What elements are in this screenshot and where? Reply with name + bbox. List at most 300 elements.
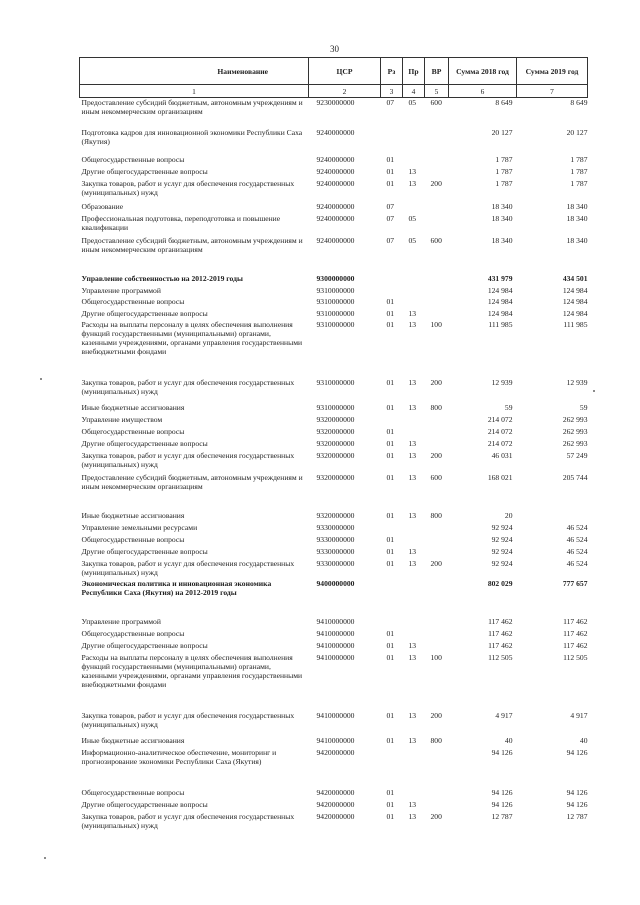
row-csr: 9320000000 bbox=[316, 450, 355, 460]
row-sum-2018: 117 462 bbox=[488, 616, 513, 626]
row-sum-2019: 18 340 bbox=[566, 201, 588, 211]
row-sum-2018: 20 127 bbox=[491, 127, 513, 137]
row-vr bbox=[425, 167, 449, 179]
row-rz: 01 bbox=[386, 534, 395, 544]
row-pr: 13 bbox=[408, 402, 417, 412]
row-name: Другие общегосударственные вопросы bbox=[81, 640, 208, 650]
row-name: Иные бюджетные ассигнования bbox=[81, 510, 185, 520]
row-vr bbox=[425, 748, 449, 788]
row-vr: 200 bbox=[430, 558, 442, 568]
row-csr: 9330000000 bbox=[316, 522, 355, 532]
row-csr: 9420000000 bbox=[316, 799, 355, 809]
row-csr: 9330000000 bbox=[316, 558, 355, 568]
row-sum-2019: 46 524 bbox=[566, 534, 588, 544]
row-name: Закупка товаров, работ и услуг для обеспечения государственных (муниципальных) нужд bbox=[81, 558, 295, 577]
row-vr: 200 bbox=[430, 811, 442, 821]
row-sum-2018: 40 bbox=[504, 735, 513, 745]
row-sum-2018: 18 340 bbox=[491, 213, 513, 223]
row-rz: 01 bbox=[386, 558, 395, 568]
row-name: Управление земельными ресурсами bbox=[81, 522, 198, 532]
row-sum-2019: 124 984 bbox=[562, 285, 588, 295]
row-sum-2018: 18 340 bbox=[491, 235, 513, 245]
row-vr bbox=[425, 155, 449, 167]
row-vr: 100 bbox=[430, 319, 442, 329]
row-pr bbox=[403, 128, 425, 155]
row-sum-2018: 112 505 bbox=[488, 652, 513, 662]
table-row bbox=[80, 236, 588, 274]
row-rz: 07 bbox=[386, 98, 395, 107]
header-name: Наименование bbox=[80, 58, 309, 85]
row-name: Предоставление субсидий бюджетным, автономным учреждениям и иным некоммерческим организациям bbox=[81, 98, 303, 116]
row-rz: 01 bbox=[386, 402, 395, 412]
row-name: Закупка товаров, работ и услуг для обеспечения государственных (муниципальных) нужд bbox=[81, 710, 295, 729]
row-pr: 13 bbox=[408, 450, 417, 460]
row-csr: 9410000000 bbox=[316, 616, 355, 626]
row-rz bbox=[381, 617, 403, 629]
row-vr bbox=[425, 579, 449, 617]
row-csr: 9330000000 bbox=[316, 546, 355, 556]
table-row bbox=[80, 427, 588, 439]
row-rz: 01 bbox=[386, 811, 395, 821]
row-rz bbox=[381, 128, 403, 155]
row-rz: 07 bbox=[386, 213, 395, 223]
row-sum-2019 bbox=[517, 511, 588, 523]
row-rz: 01 bbox=[386, 735, 395, 745]
row-pr bbox=[403, 617, 425, 629]
row-rz bbox=[381, 286, 403, 297]
header-sum-2018: Сумма 2018 год bbox=[449, 58, 517, 85]
row-csr: 9230000000 bbox=[316, 98, 355, 107]
row-sum-2018: 92 924 bbox=[491, 558, 513, 568]
table-row bbox=[80, 286, 588, 297]
row-rz: 01 bbox=[386, 628, 395, 638]
row-sum-2019: 117 462 bbox=[563, 640, 588, 650]
row-sum-2018: 214 072 bbox=[487, 426, 513, 436]
row-sum-2018: 12 787 bbox=[491, 811, 513, 821]
row-csr: 9240000000 bbox=[316, 213, 355, 223]
row-name: Общегосударственные вопросы bbox=[81, 534, 185, 544]
row-sum-2019: 1 787 bbox=[570, 178, 588, 188]
row-pr: 13 bbox=[408, 811, 417, 821]
row-rz: 01 bbox=[386, 450, 395, 460]
row-sum-2018: 92 924 bbox=[491, 534, 513, 544]
row-vr: 200 bbox=[430, 178, 442, 188]
row-rz bbox=[381, 748, 403, 788]
table-row bbox=[80, 403, 588, 415]
row-pr: 05 bbox=[408, 235, 417, 245]
row-vr bbox=[425, 617, 449, 629]
row-rz: 01 bbox=[386, 377, 395, 387]
row-name: Другие общегосударственные вопросы bbox=[81, 166, 208, 176]
row-pr bbox=[403, 286, 425, 297]
row-sum-2019: 46 524 bbox=[566, 522, 588, 532]
row-rz: 01 bbox=[386, 154, 395, 164]
table-row bbox=[80, 309, 588, 320]
row-name: Информационно-аналитическое обеспечение, мониторинг и прогнозирование экономики Республики Саха (Якутия) bbox=[81, 747, 277, 766]
header-vr: ВР bbox=[425, 58, 449, 85]
row-sum-2018: 168 021 bbox=[487, 472, 513, 482]
table-row bbox=[80, 451, 588, 473]
row-rz bbox=[381, 274, 403, 286]
row-csr: 9320000000 bbox=[316, 414, 355, 424]
row-vr bbox=[425, 788, 449, 800]
table-row bbox=[80, 579, 588, 617]
row-vr: 800 bbox=[430, 735, 442, 745]
row-csr: 9240000000 bbox=[316, 235, 355, 245]
row-pr bbox=[403, 155, 425, 167]
row-vr bbox=[425, 800, 449, 812]
row-name: Расходы на выплаты персоналу в целях обеспечения выполнения функций государственными (муниципальными) органами, казенными учреждениями, органами управления государственными внебюджетными фондами bbox=[81, 319, 303, 356]
table-row bbox=[80, 167, 588, 179]
row-sum-2018: 1 787 bbox=[495, 154, 513, 164]
row-sum-2019: 94 126 bbox=[566, 787, 588, 797]
column-number: 6 bbox=[449, 85, 517, 98]
row-pr bbox=[403, 523, 425, 535]
row-vr bbox=[425, 439, 449, 451]
row-sum-2018: 124 984 bbox=[487, 285, 513, 295]
row-sum-2019: 262 993 bbox=[562, 414, 588, 424]
row-vr: 200 bbox=[430, 450, 442, 460]
table-row bbox=[80, 179, 588, 202]
row-sum-2018: 46 031 bbox=[491, 450, 513, 460]
row-name: Общегосударственные вопросы bbox=[81, 154, 185, 164]
row-rz: 01 bbox=[386, 296, 395, 306]
row-sum-2019: 12 939 bbox=[566, 377, 588, 387]
table-row bbox=[80, 155, 588, 167]
row-pr bbox=[403, 629, 425, 641]
row-sum-2019: 124 984 bbox=[562, 296, 588, 306]
row-pr bbox=[403, 788, 425, 800]
row-sum-2019: 111 985 bbox=[563, 319, 588, 329]
row-csr: 9240000000 bbox=[316, 166, 355, 176]
table-row bbox=[80, 202, 588, 214]
row-rz: 01 bbox=[386, 510, 395, 520]
row-rz: 01 bbox=[386, 319, 395, 329]
row-pr: 13 bbox=[408, 710, 417, 720]
column-number: 5 bbox=[425, 85, 449, 98]
row-sum-2018: 214 072 bbox=[487, 414, 513, 424]
column-number: 2 bbox=[309, 85, 381, 98]
row-pr: 13 bbox=[408, 546, 417, 556]
table-row bbox=[80, 547, 588, 559]
row-rz: 01 bbox=[386, 799, 395, 809]
row-rz: 07 bbox=[386, 235, 395, 245]
row-pr: 13 bbox=[408, 166, 417, 176]
row-name: Другие общегосударственные вопросы bbox=[81, 799, 208, 809]
row-rz: 01 bbox=[386, 652, 395, 662]
row-pr: 13 bbox=[408, 799, 417, 809]
row-name: Другие общегосударственные вопросы bbox=[81, 308, 208, 318]
row-pr: 13 bbox=[408, 178, 417, 188]
table-row bbox=[80, 617, 588, 629]
row-sum-2019: 4 917 bbox=[570, 710, 588, 720]
row-vr bbox=[425, 214, 449, 236]
row-sum-2018: 1 787 bbox=[495, 178, 513, 188]
row-sum-2018: 431 979 bbox=[487, 273, 513, 283]
row-csr: 9320000000 bbox=[316, 472, 355, 482]
header-rz: Рз bbox=[381, 58, 403, 85]
row-pr: 13 bbox=[408, 558, 417, 568]
row-sum-2019: 112 505 bbox=[563, 652, 588, 662]
row-vr: 600 bbox=[430, 235, 442, 245]
row-name: Расходы на выплаты персоналу в целях обеспечения выполнения функций государственными (муниципальными) органами, казенными учреждениями, органами управления государственными внебюджетными фондами bbox=[81, 652, 303, 689]
row-pr: 05 bbox=[408, 98, 417, 107]
row-name: Управление собственностью на 2012-2019 годы bbox=[81, 273, 243, 283]
row-rz: 01 bbox=[386, 166, 395, 176]
row-rz bbox=[381, 579, 403, 617]
row-rz: 01 bbox=[386, 178, 395, 188]
table-row bbox=[80, 812, 588, 834]
row-sum-2019: 1 787 bbox=[570, 166, 588, 176]
table-row bbox=[80, 128, 588, 155]
row-csr: 9310000000 bbox=[316, 285, 355, 295]
row-name: Управление программой bbox=[81, 616, 161, 626]
row-rz bbox=[381, 523, 403, 535]
row-pr bbox=[403, 415, 425, 427]
row-pr: 13 bbox=[408, 510, 417, 520]
table-row bbox=[80, 788, 588, 800]
row-pr bbox=[403, 427, 425, 439]
row-sum-2018: 4 917 bbox=[495, 710, 513, 720]
row-csr: 9330000000 bbox=[316, 534, 355, 544]
row-name: Подготовка кадров для инновационной экономики Республики Саха (Якутия) bbox=[81, 127, 303, 146]
row-name: Профессиональная подготовка, переподготовка и повышение квалификации bbox=[81, 213, 281, 232]
row-rz: 01 bbox=[386, 426, 395, 436]
row-csr: 9420000000 bbox=[316, 787, 355, 797]
row-vr bbox=[425, 427, 449, 439]
row-csr: 9410000000 bbox=[316, 652, 355, 662]
row-pr: 13 bbox=[408, 377, 417, 387]
row-sum-2018: 124 984 bbox=[487, 308, 513, 318]
row-name: Общегосударственные вопросы bbox=[81, 296, 185, 306]
row-name: Закупка товаров, работ и услуг для обеспечения государственных (муниципальных) нужд bbox=[81, 377, 295, 396]
row-sum-2018: 94 126 bbox=[491, 747, 513, 757]
row-rz: 01 bbox=[386, 640, 395, 650]
row-vr: 800 bbox=[430, 510, 442, 520]
row-sum-2018: 111 985 bbox=[488, 319, 513, 329]
row-name: Иные бюджетные ассигнования bbox=[81, 735, 185, 745]
row-name: Другие общегосударственные вопросы bbox=[81, 546, 208, 556]
row-rz: 01 bbox=[386, 472, 395, 482]
row-sum-2018: 8 649 bbox=[495, 98, 513, 107]
row-name: Общегосударственные вопросы bbox=[81, 787, 185, 797]
row-sum-2018: 92 924 bbox=[491, 522, 513, 532]
scan-speck bbox=[40, 378, 42, 380]
row-pr bbox=[403, 274, 425, 286]
row-name: Другие общегосударственные вопросы bbox=[81, 438, 208, 448]
table-row bbox=[80, 653, 588, 711]
row-sum-2018: 802 029 bbox=[487, 578, 513, 588]
row-vr bbox=[425, 629, 449, 641]
row-csr: 9240000000 bbox=[316, 178, 355, 188]
row-sum-2018: 12 939 bbox=[491, 377, 513, 387]
table-row bbox=[80, 439, 588, 451]
row-pr: 13 bbox=[408, 308, 417, 318]
row-csr: 9300000000 bbox=[316, 273, 355, 283]
row-sum-2019: 117 462 bbox=[563, 628, 588, 638]
table-row bbox=[80, 415, 588, 427]
row-sum-2019: 46 524 bbox=[566, 558, 588, 568]
row-sum-2018: 117 462 bbox=[488, 640, 513, 650]
row-sum-2019: 262 993 bbox=[562, 438, 588, 448]
row-name: Иные бюджетные ассигнования bbox=[81, 402, 185, 412]
row-name: Образование bbox=[81, 201, 124, 211]
row-csr: 9410000000 bbox=[316, 735, 355, 745]
budget-table bbox=[79, 57, 588, 834]
row-sum-2019: 46 524 bbox=[566, 546, 588, 556]
table-row bbox=[80, 736, 588, 748]
row-name: Закупка товаров, работ и услуг для обеспечения государственных (муниципальных) нужд bbox=[81, 450, 295, 469]
row-sum-2019: 262 993 bbox=[562, 426, 588, 436]
table-row bbox=[80, 511, 588, 523]
row-sum-2019: 59 bbox=[579, 402, 588, 412]
row-csr: 9240000000 bbox=[316, 154, 355, 164]
row-sum-2019: 40 bbox=[579, 735, 588, 745]
row-name: Общегосударственные вопросы bbox=[81, 426, 185, 436]
row-vr: 100 bbox=[430, 652, 442, 662]
row-name: Управление имуществом bbox=[81, 414, 163, 424]
row-sum-2019: 94 126 bbox=[566, 799, 588, 809]
row-rz: 01 bbox=[386, 787, 395, 797]
row-csr: 9320000000 bbox=[316, 426, 355, 436]
header-csr: ЦСР bbox=[309, 58, 381, 85]
row-name: Экономическая политика и инновационная экономика Республики Саха (Якутия) на 2012-2019 годы bbox=[81, 578, 272, 597]
row-pr: 05 bbox=[408, 213, 417, 223]
row-sum-2018: 18 340 bbox=[491, 201, 513, 211]
column-number: 1 bbox=[80, 85, 309, 98]
row-sum-2019: 18 340 bbox=[566, 213, 588, 223]
row-sum-2019: 94 126 bbox=[566, 747, 588, 757]
column-number-row bbox=[80, 85, 588, 98]
row-sum-2019: 8 649 bbox=[570, 98, 588, 107]
table-row bbox=[80, 535, 588, 547]
header-pr: Пр bbox=[403, 58, 425, 85]
row-rz: 01 bbox=[386, 308, 395, 318]
row-sum-2019: 117 462 bbox=[563, 616, 588, 626]
row-sum-2018: 94 126 bbox=[491, 799, 513, 809]
scan-speck bbox=[593, 390, 595, 392]
row-csr: 9420000000 bbox=[316, 811, 355, 821]
row-csr: 9310000000 bbox=[316, 319, 355, 329]
row-name: Управление программой bbox=[81, 285, 161, 295]
row-csr: 9240000000 bbox=[316, 201, 355, 211]
row-vr bbox=[425, 415, 449, 427]
row-rz bbox=[381, 415, 403, 427]
row-vr bbox=[425, 274, 449, 286]
row-csr: 9400000000 bbox=[316, 578, 355, 588]
row-vr: 600 bbox=[430, 98, 442, 107]
row-name: Общегосударственные вопросы bbox=[81, 628, 185, 638]
row-pr: 13 bbox=[408, 319, 417, 329]
table-row bbox=[80, 641, 588, 653]
row-vr bbox=[425, 297, 449, 309]
row-vr: 600 bbox=[430, 472, 442, 482]
row-sum-2019: 12 787 bbox=[566, 811, 588, 821]
row-pr bbox=[403, 535, 425, 547]
row-pr: 13 bbox=[408, 472, 417, 482]
table-row bbox=[80, 559, 588, 579]
table-row bbox=[80, 378, 588, 403]
header-sum-2019: Сумма 2019 год bbox=[517, 58, 588, 85]
row-pr bbox=[403, 202, 425, 214]
row-pr: 13 bbox=[408, 735, 417, 745]
scan-speck bbox=[44, 857, 46, 859]
row-csr: 9320000000 bbox=[316, 438, 355, 448]
row-name: Предоставление субсидий бюджетным, автономным учреждениям и иным некоммерческим организациям bbox=[81, 472, 303, 491]
table-row bbox=[80, 274, 588, 286]
row-sum-2018: 214 072 bbox=[487, 438, 513, 448]
row-vr bbox=[425, 535, 449, 547]
table-row bbox=[80, 98, 588, 128]
row-csr: 9420000000 bbox=[316, 747, 355, 757]
column-number: 4 bbox=[403, 85, 425, 98]
row-sum-2018: 20 bbox=[504, 510, 513, 520]
row-sum-2018: 59 bbox=[504, 402, 513, 412]
row-name: Закупка товаров, работ и услуг для обеспечения государственных (муниципальных) нужд bbox=[81, 178, 295, 197]
row-vr: 800 bbox=[430, 402, 442, 412]
row-csr: 9410000000 bbox=[316, 640, 355, 650]
table-row bbox=[80, 214, 588, 236]
table-row bbox=[80, 748, 588, 788]
row-rz: 01 bbox=[386, 546, 395, 556]
row-sum-2019: 20 127 bbox=[566, 127, 588, 137]
table-body bbox=[80, 98, 588, 834]
table-row bbox=[80, 800, 588, 812]
row-sum-2019: 124 984 bbox=[562, 308, 588, 318]
page-number: 30 bbox=[330, 44, 339, 54]
row-vr bbox=[425, 547, 449, 559]
column-number: 7 bbox=[517, 85, 588, 98]
row-csr: 9310000000 bbox=[316, 296, 355, 306]
row-sum-2018: 92 924 bbox=[491, 546, 513, 556]
table-row bbox=[80, 473, 588, 511]
row-vr: 200 bbox=[430, 710, 442, 720]
row-vr bbox=[425, 309, 449, 320]
row-vr bbox=[425, 286, 449, 297]
row-sum-2019: 57 249 bbox=[566, 450, 588, 460]
table-row bbox=[80, 297, 588, 309]
table-header bbox=[80, 58, 588, 98]
table-row bbox=[80, 711, 588, 736]
row-rz: 01 bbox=[386, 438, 395, 448]
row-pr: 13 bbox=[408, 652, 417, 662]
row-pr: 13 bbox=[408, 438, 417, 448]
row-csr: 9310000000 bbox=[316, 377, 355, 387]
row-sum-2018: 117 462 bbox=[488, 628, 513, 638]
row-vr: 200 bbox=[430, 377, 442, 387]
row-csr: 9240000000 bbox=[316, 127, 355, 137]
row-csr: 9310000000 bbox=[316, 402, 355, 412]
row-vr bbox=[425, 641, 449, 653]
row-csr: 9410000000 bbox=[316, 710, 355, 720]
row-rz: 01 bbox=[386, 710, 395, 720]
row-vr bbox=[425, 128, 449, 155]
row-pr bbox=[403, 297, 425, 309]
table-row bbox=[80, 320, 588, 378]
row-sum-2018: 94 126 bbox=[491, 787, 513, 797]
row-csr: 9410000000 bbox=[316, 628, 355, 638]
row-sum-2019: 777 657 bbox=[562, 578, 588, 588]
table-row bbox=[80, 523, 588, 535]
row-sum-2019: 434 501 bbox=[562, 273, 588, 283]
row-sum-2019: 18 340 bbox=[566, 235, 588, 245]
row-sum-2019: 205 744 bbox=[562, 472, 588, 482]
row-sum-2019: 1 787 bbox=[570, 154, 588, 164]
row-csr: 9310000000 bbox=[316, 308, 355, 318]
row-name: Предоставление субсидий бюджетным, автономным учреждениям и иным некоммерческим организациям bbox=[81, 235, 303, 254]
column-number: 3 bbox=[381, 85, 403, 98]
row-sum-2018: 1 787 bbox=[495, 166, 513, 176]
